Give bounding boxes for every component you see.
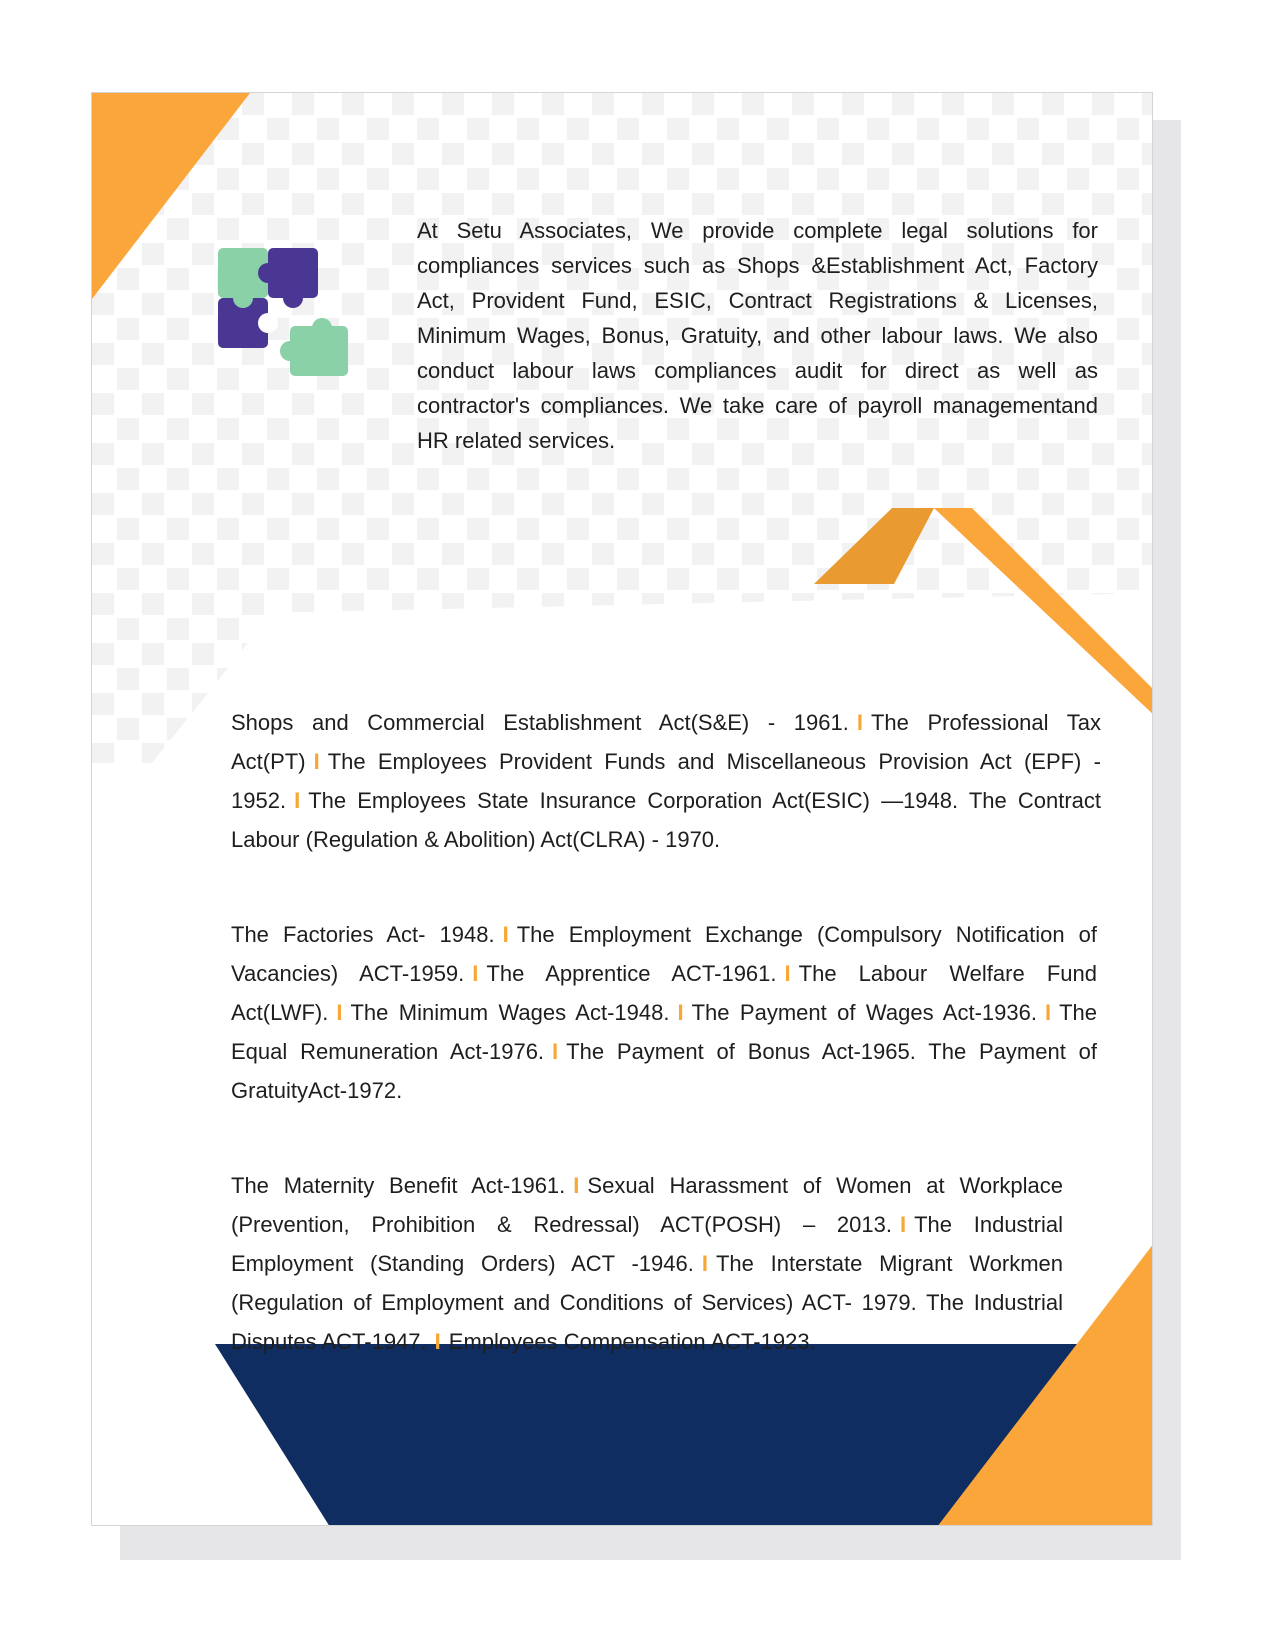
puzzle-tab-4 bbox=[258, 313, 278, 333]
puzzle-tab-1 bbox=[258, 263, 278, 283]
law-item: Employees Compensation ACT-1923. bbox=[448, 1329, 816, 1354]
law-item: The Minimum Wages Act-1948. bbox=[350, 1000, 670, 1025]
separator: I bbox=[1044, 1000, 1052, 1025]
intro-paragraph: At Setu Associates, We provide complete legal solutions for compliances services such as Shops &Establishment Act, Factory Act, Provident Fund, ESIC, Contract Registrations & Licenses, Minimum Wages, Bonus, Gratuity, and other labour laws. We also conduct labour laws compliances audit for direct as well as contractor's compliances. We take care of payroll managementand HR related services. bbox=[417, 218, 1098, 453]
law-item: Shops and Commercial Establishment Act(S&E) - 1961. bbox=[231, 710, 849, 735]
law-item: The Apprentice ACT-1961. bbox=[486, 961, 777, 986]
puzzle-tab-3 bbox=[283, 288, 303, 308]
law-item: The Employees State Insurance Corporation Act(ESIC) —1948. The Contract Labour (Regulation & Abolition) Act(CLRA) - 1970. bbox=[231, 788, 1101, 852]
law-item: Sexual Harassment of Women at Workplace (Prevention, Prohibition & Redressal) ACT(POSH) – 2013. bbox=[231, 1173, 1063, 1237]
law-item: The Payment of Bonus Act-1965. The Payment of GratuityAct-1972. bbox=[231, 1039, 1097, 1103]
separator: I bbox=[434, 1329, 441, 1354]
separator: I bbox=[573, 1173, 580, 1198]
separator: I bbox=[677, 1000, 684, 1025]
puzzle-tab-2 bbox=[233, 288, 253, 308]
law-item: The Employment Exchange (Compulsory Notification of Vacancies) ACT-1959. bbox=[231, 922, 1097, 986]
law-item: The Equal Remuneration Act-1976. bbox=[231, 1000, 1098, 1064]
separator: I bbox=[336, 1000, 343, 1025]
brochure-page bbox=[91, 92, 1153, 1526]
separator: I bbox=[313, 749, 320, 774]
separator: I bbox=[502, 922, 509, 947]
law-item: The Employees Provident Funds and Miscellaneous Provision Act (EPF) - 1952. bbox=[231, 749, 1101, 813]
separator: I bbox=[552, 1039, 559, 1064]
puzzle-tab-6 bbox=[280, 341, 300, 361]
law-item: The Industrial Employment (Standing Orders) ACT -1946. bbox=[231, 1212, 1064, 1276]
law-item: The Labour Welfare Fund Act(LWF). bbox=[231, 961, 1097, 1025]
separator: I bbox=[899, 1212, 907, 1237]
laws-block-3 bbox=[231, 1166, 1063, 1361]
separator: I bbox=[294, 788, 301, 813]
separator: I bbox=[856, 710, 863, 735]
separator: I bbox=[784, 961, 791, 986]
law-item: The Factories Act- 1948. bbox=[231, 922, 495, 947]
separator: I bbox=[472, 961, 479, 986]
puzzle-tab-5 bbox=[312, 318, 332, 338]
law-item: The Maternity Benefit Act-1961. bbox=[231, 1173, 566, 1198]
separator: I bbox=[701, 1251, 708, 1276]
law-item: The Payment of Wages Act-1936. bbox=[691, 1000, 1037, 1025]
law-item: The Interstate Migrant Workmen (Regulation of Employment and Conditions of Services) ACT- 1979. The Industrial Disputes ACT-1947. bbox=[231, 1251, 1063, 1354]
laws-block-2 bbox=[231, 915, 1097, 1110]
law-item: The Professional Tax Act(PT) bbox=[231, 710, 1101, 774]
laws-block-1 bbox=[231, 703, 1101, 859]
